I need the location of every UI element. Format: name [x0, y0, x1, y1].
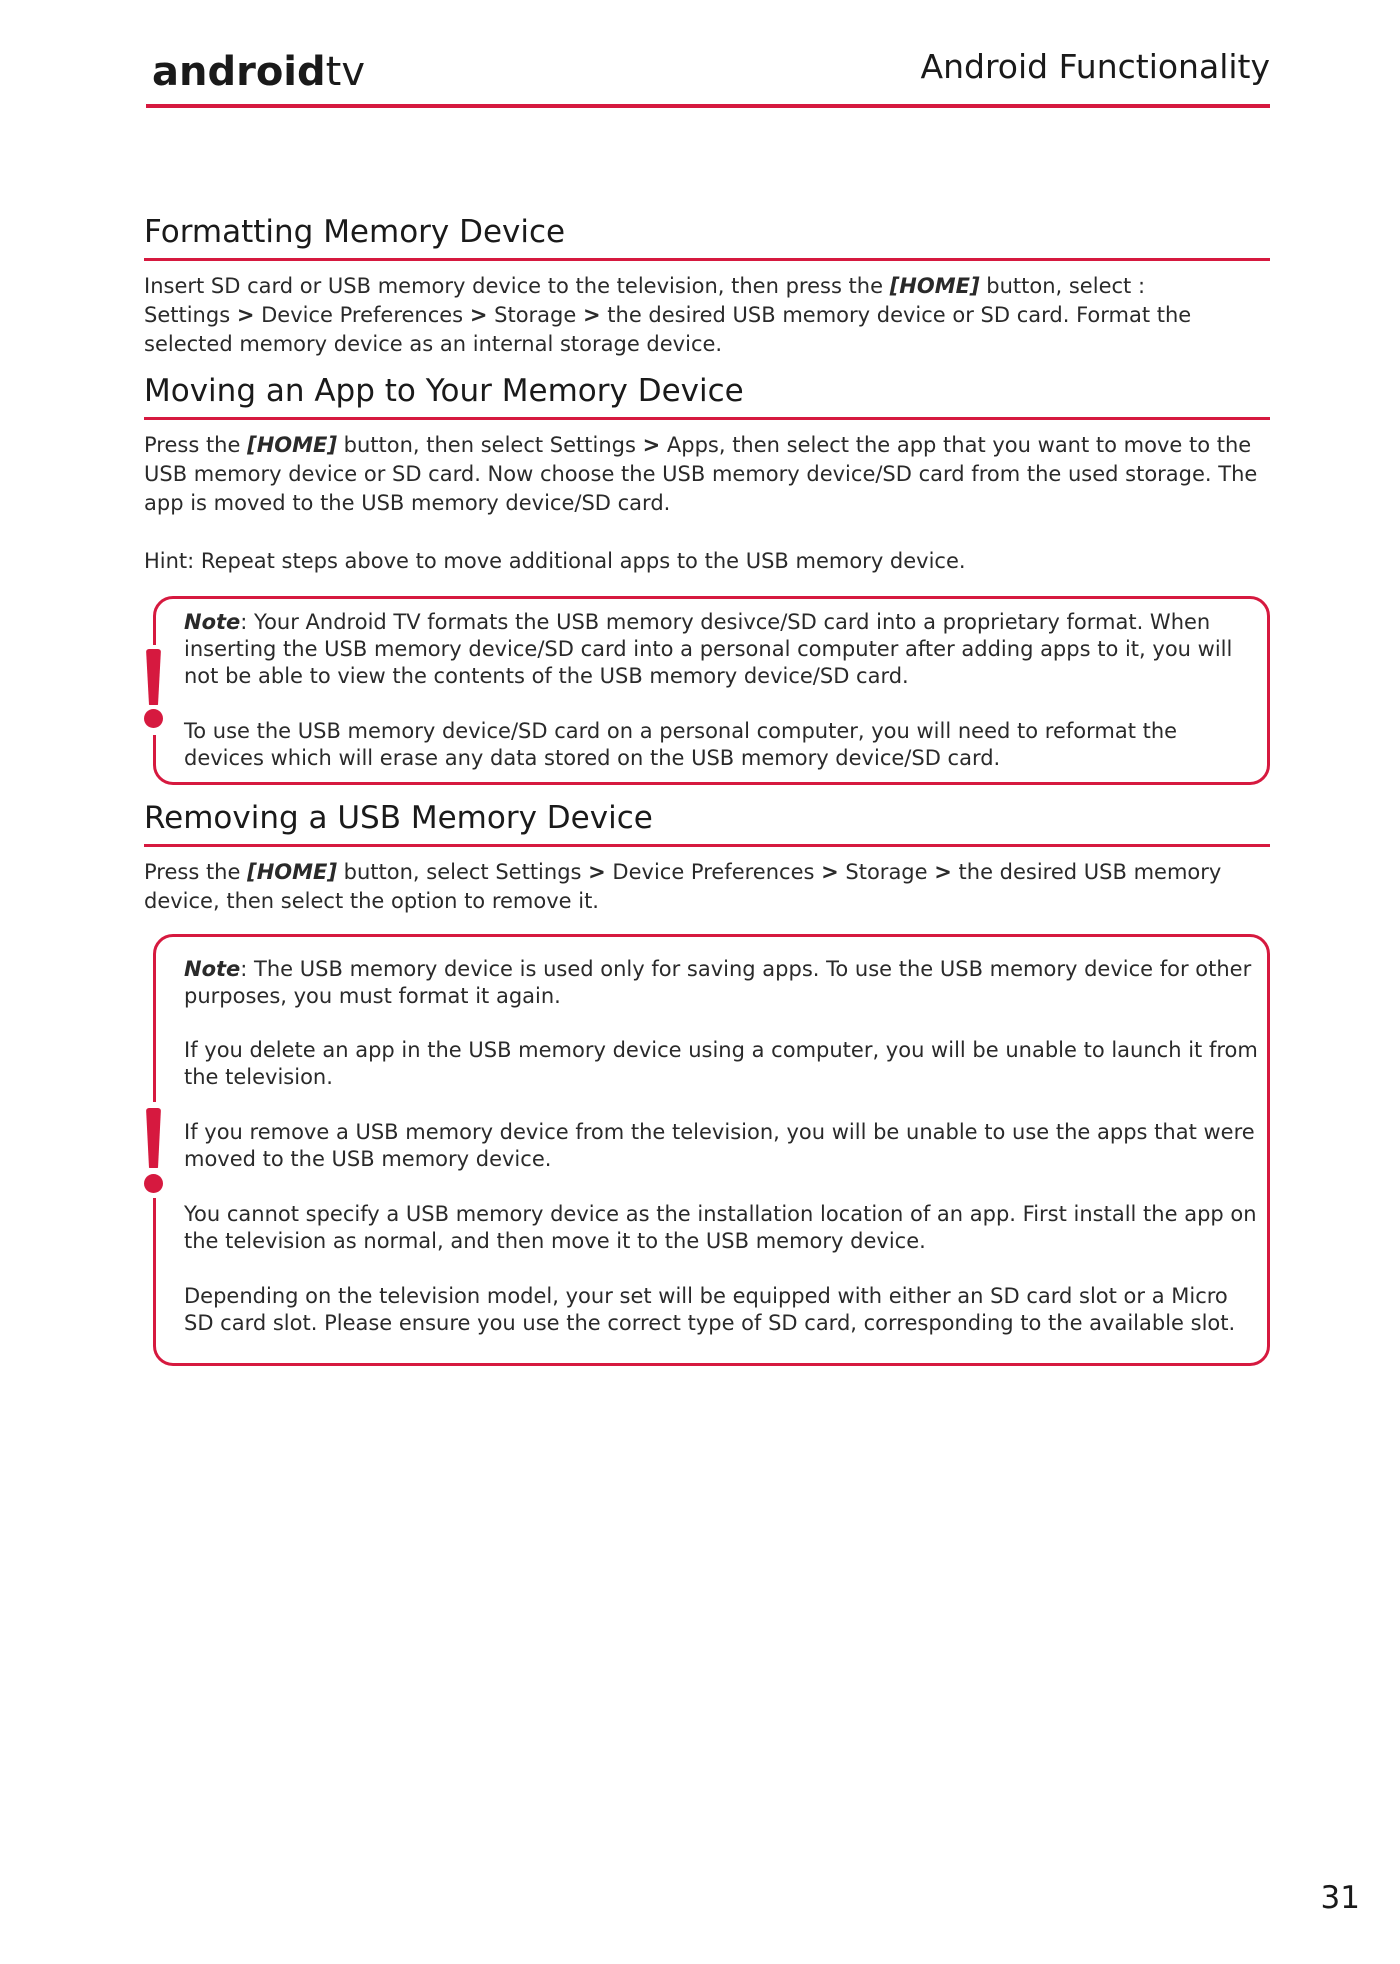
- text-run: button, select Settings: [336, 860, 589, 884]
- path-separator: >: [821, 860, 839, 884]
- text-run: the desired USB memory device or SD card. Format the selected memory device as an internal storage device.: [144, 303, 1192, 356]
- exclamation-bar: [146, 649, 161, 705]
- home-key-label: [HOME]: [247, 433, 337, 457]
- note-usb-paragraph-4: You cannot specify a USB memory device as the installation location of an app. First install the app on the television as normal, and then move it to the USB memory device.: [184, 1202, 1257, 1253]
- note-label: Note: [184, 610, 241, 634]
- text-run: Device Preferences: [261, 303, 464, 327]
- logo-secondary: tv: [325, 49, 366, 95]
- path-separator: >: [236, 303, 255, 327]
- text-run: : Your Android TV formats the USB memory desivce/SD card into a proprietary format. When inserting the USB memory device/SD card into a personal computer after adding apps to it, you will not be able to view the contents of the USB memory device/SD card.: [184, 610, 1233, 688]
- note-format-paragraph-2: To use the USB memory device/SD card on a personal computer, you will need to reformat the devices which will erase any data stored on the USB memory device/SD card.: [184, 719, 1178, 770]
- text-run: button, select :: [979, 274, 1146, 298]
- text-run: Press the: [144, 860, 248, 884]
- section-formatting-body: [144, 272, 1264, 359]
- path-separator: >: [469, 303, 488, 327]
- note-label: Note: [184, 957, 241, 981]
- exclamation-icon: [140, 1102, 170, 1198]
- path-separator: >: [934, 860, 952, 884]
- section-heading-formatting: Formatting Memory Device: [144, 217, 1270, 261]
- text-run: the desired USB memory device, then select the option to remove it.: [144, 860, 1222, 913]
- section-heading-removing-usb: Removing a USB Memory Device: [144, 803, 1270, 847]
- text-run: button, then select Settings: [336, 433, 643, 457]
- path-separator: >: [582, 303, 601, 327]
- home-key-label: [HOME]: [247, 860, 337, 884]
- text-run: Apps, then select the app that you want to move to the USB memory device or SD card. Now choose the USB memory device/SD card from the used storage. The app is moved to the USB memory device/SD card.: [144, 433, 1258, 515]
- section-removing-usb-body: [144, 858, 1264, 916]
- header-divider: [146, 104, 1270, 108]
- text-run: Insert SD card or USB memory device to the television, then press the: [144, 274, 890, 298]
- text-run: Settings: [144, 303, 231, 327]
- note-usb-paragraph-1: [184, 956, 1259, 1010]
- page-number: 31: [1320, 1880, 1360, 1916]
- exclamation-icon: [140, 645, 170, 735]
- path-separator: >: [588, 860, 606, 884]
- section-heading-moving-app: Moving an App to Your Memory Device: [144, 376, 1270, 420]
- home-key-label: [HOME]: [889, 274, 980, 298]
- text-run: Press the: [144, 433, 248, 457]
- exclamation-dot: [144, 709, 163, 728]
- note-usb-paragraph-5: Depending on the television model, your set will be equipped with either an SD card slot or a Micro SD card slot. Please ensure you use the correct type of SD card, corresponding to the available slot.: [184, 1284, 1236, 1335]
- note-format-paragraph-1: [184, 609, 1259, 690]
- note-usb-paragraph-3: If you remove a USB memory device from the television, you will be unable to use the apps that were moved to the USB memory device.: [184, 1120, 1255, 1171]
- text-run: Storage: [494, 303, 577, 327]
- text-run: : The USB memory device is used only for saving apps. To use the USB memory device for other purposes, you must format it again.: [184, 957, 1252, 1008]
- note-usb-paragraph-2: If you delete an app in the USB memory device using a computer, you will be unable to launch it from the television.: [184, 1038, 1258, 1089]
- logo-primary: android: [152, 49, 326, 95]
- text-run: Device Preferences: [605, 860, 822, 884]
- text-run: Storage: [838, 860, 935, 884]
- page-header-title: Android Functionality: [920, 47, 1270, 86]
- exclamation-dot: [144, 1174, 163, 1193]
- androidtv-logo: [152, 49, 366, 95]
- section-moving-app-body: [144, 431, 1264, 518]
- hint-text: Hint: Repeat steps above to move additional apps to the USB memory device.: [144, 549, 966, 573]
- path-separator: >: [642, 433, 661, 457]
- exclamation-bar: [146, 1108, 161, 1168]
